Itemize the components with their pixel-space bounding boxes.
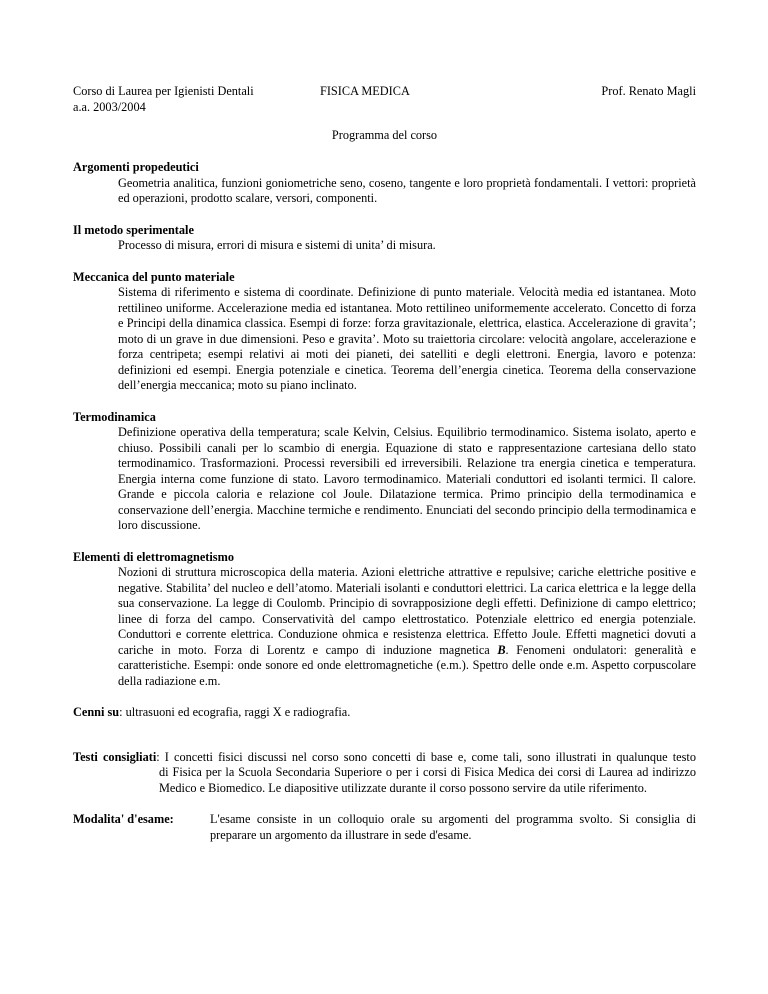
section-title: Argomenti propedeutici — [73, 160, 199, 174]
modalita-label-colon: : — [169, 812, 174, 826]
section-termodinamica — [73, 410, 696, 534]
section-body-text: Nozioni di struttura microscopica della materia. Azioni elettriche attrattive e repulsive; cariche elettriche positive e negative. Stabilita’ del nucleo e dell’atomo. Materiali isolanti e conduttori elettrici. La carica elettrica e la legge della sua conservazione. La legge di Coulomb. Principio di sovrapposizione degli effetti. Definizione di campo elettrico; linee di forza del campo. Conservatività del campo elettrostatico. Potenziale elettrico ed energia potenziale. Conduttori e corrente elettrica. Conduzione ohmica e resistenza elettrica. Effetto Joule. Effetti magnetici dovuti a cariche in moto. Forza di Lorentz e campo di induzione magnetica — [118, 565, 696, 657]
modalita-label-text: Modalita' d'esame — [73, 812, 170, 826]
section-title: Meccanica del punto materiale — [73, 269, 235, 284]
cenni-su — [73, 705, 696, 721]
document-header — [73, 84, 696, 116]
section-body: Sistema di riferimento e sistema di coordinate. Definizione di punto materiale. Velocità media ed istantanea. Moto rettilineo uniforme. Accelerazione media ed istantanea. Moto rettilineo uniformemente accelerato. Concetto di forza e Principi della dinamica classica. Esempi di forze: forza gravitazionale, elettrica, elastica. Accelerazione di gravita’; moto di un grave in due dimensioni. Peso e gravita’. Moto su traiettoria circolare: velocità angolare, accelerazione e forza centripeta; esempi relativi ai moti dei pianeti, dei satelliti e degli elettroni. Energia, lavoro e potenza: definizioni ed esempi. Energia potenziale e cinetica. Teorema dell’energia cinetica. Teorema della conservazione dell’energia meccanica; moto su piano inclinato. — [118, 285, 696, 392]
subject-title: FISICA MEDICA — [320, 84, 410, 98]
cenni-text: : ultrasuoni ed ecografia, raggi X e radiografia. — [119, 705, 351, 719]
testi-first-text: : I concetti fisici discussi nel corso sono concetti di base e, come tali, sono illustrati in qualunque testo — [156, 749, 696, 764]
section-elettromagnetismo — [73, 550, 696, 690]
testi-body: di Fisica per la Scuola Secondaria Superiore o per i corsi di Fisica Medica dei corsi di Laurea ad indirizzo Medico e Biomedico. Le diapositive utilizzate durante il corso possono servire da utile riferimento. — [159, 765, 696, 795]
section-body: Definizione operativa della temperatura; scale Kelvin, Celsius. Equilibrio termodinamico. Sistema isolato, aperto e chiuso. Possibili canali per lo scambio di energia. Equazione di stato e rappresentazione cartesiana dello stato termodinamico. Trasformazioni. Processi reversibili ed irreversibili. Relazione tra energia cinetica e temperatura. Energia interna come funzione di stato. Lavoro termodinamico. Materiali conduttori ed isolanti termici. Il calore. Grande e piccola caloria e relazione col Joule. Dilatazione termica. Primo principio della termodinamica e conservazione dell’energia. Macchine termiche e rendimento. Enunciati del secondo principio della termodinamica e loro discussione. — [118, 425, 696, 532]
section-title: Termodinamica — [73, 409, 156, 424]
program-title: Programma del corso — [331, 128, 438, 142]
section-metodo-sperimentale — [73, 223, 696, 254]
academic-year: a.a. 2003/2004 — [73, 99, 146, 114]
section-body — [118, 565, 696, 689]
testi-consigliati — [73, 750, 696, 797]
course-info — [73, 84, 254, 115]
section-meccanica — [73, 270, 696, 394]
magnetic-field-symbol: B — [497, 642, 506, 657]
professor-name: Prof. Renato Magli — [601, 84, 696, 98]
section-body: Processo di misura, errori di misura e sistemi di unita’ di misura. — [118, 238, 436, 252]
section-title: Il metodo sperimentale — [73, 222, 194, 237]
section-title: Elementi di elettromagnetismo — [73, 549, 234, 564]
modalita-label — [73, 812, 174, 828]
cenni-label: Cenni su — [73, 705, 120, 719]
testi-first-line — [73, 750, 696, 766]
modalita-esame — [73, 812, 696, 843]
document-page — [73, 84, 696, 843]
modalita-body: L'esame consiste in un colloquio orale su argomenti del programma svolto. Si consiglia di preparare un argomento da illustrare in sede d'esame. — [210, 812, 696, 842]
section-body: Geometria analitica, funzioni goniometriche seno, coseno, tangente e loro proprietà fondamentali. I vettori: proprietà ed operazioni, prodotto scalare, versori, componenti. — [118, 175, 696, 205]
testi-label: Testi consigliati — [73, 749, 157, 764]
section-body-tail: . Fenomeni ondulatori: generalità e caratteristiche. Esempi: onde sonore ed onde elettromagnetiche (e.m.). Spettro delle onde e.m. Aspetto corpuscolare della radiazione e.m. — [118, 642, 696, 688]
course-name: Corso di Laurea per Igienisti Dentali — [73, 84, 254, 98]
section-propedeutici — [73, 160, 696, 207]
